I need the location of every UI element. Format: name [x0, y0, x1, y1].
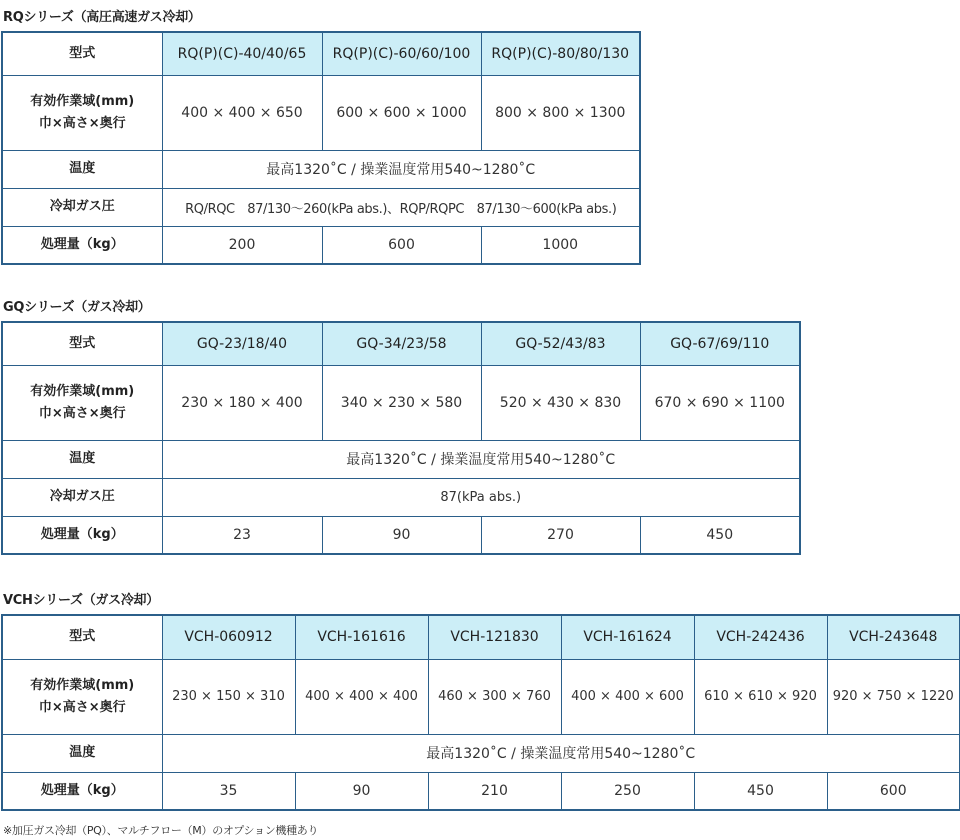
- gq-temp-value: 最高1320˚C / 操業温度常用540~1280˚C: [162, 440, 800, 478]
- gq-area-row: [2, 365, 800, 440]
- rq-model-row: [2, 32, 640, 75]
- vch-temp-value: 最高1320˚C / 操業温度常用540~1280˚C: [162, 734, 960, 772]
- rq-capacity-cell: 1000: [481, 226, 640, 264]
- vch-model-cell: VCH-161624: [561, 615, 694, 659]
- gq-model-cell: GQ-34/23/58: [322, 322, 481, 365]
- vch-model-row: [2, 615, 960, 659]
- vch-model-header: 型式: [2, 615, 162, 659]
- vch-temp-header: 温度: [2, 734, 162, 772]
- gq-capacity-cell: 450: [640, 516, 800, 554]
- rq-area-header-line2: 巾×高さ×奥行: [38, 115, 126, 131]
- vch-model-cell: VCH-060912: [162, 615, 295, 659]
- vch-area-cell: 400 × 400 × 400: [295, 659, 428, 734]
- vch-temp-row: [2, 734, 960, 772]
- gq-area-cell: 520 × 430 × 830: [481, 365, 640, 440]
- rq-capacity-cell: 600: [322, 226, 481, 264]
- gq-gas-row: [2, 478, 800, 516]
- rq-capacity-cell: 200: [162, 226, 322, 264]
- gq-spec-table: [1, 321, 801, 555]
- vch-area-cell: 230 × 150 × 310: [162, 659, 295, 734]
- gq-area-cell: 340 × 230 × 580: [322, 365, 481, 440]
- gq-capacity-cell: 23: [162, 516, 322, 554]
- vch-model-cell: VCH-242436: [694, 615, 827, 659]
- gq-capacity-cell: 90: [322, 516, 481, 554]
- rq-temp-value: 最高1320˚C / 操業温度常用540~1280˚C: [162, 150, 640, 188]
- footnote: ※加圧ガス冷却（PQ）、マルチフロー（M）のオプション機種あり: [3, 824, 319, 837]
- gq-temp-row: [2, 440, 800, 478]
- gq-model-cell: GQ-52/43/83: [481, 322, 640, 365]
- gq-model-row: [2, 322, 800, 365]
- gq-area-cell: 230 × 180 × 400: [162, 365, 322, 440]
- gq-area-cell: 670 × 690 × 1100: [640, 365, 800, 440]
- gq-model-cell: GQ-67/69/110: [640, 322, 800, 365]
- rq-spec-table: [1, 31, 641, 265]
- rq-gas-header: 冷却ガス圧: [2, 188, 162, 226]
- gq-gas-value: 87(kPa abs.): [162, 478, 800, 516]
- rq-capacity-header: 処理量（kg）: [2, 226, 162, 264]
- gq-gas-header: 冷却ガス圧: [2, 478, 162, 516]
- gq-area-header: [2, 365, 162, 440]
- vch-spec-table: [1, 614, 960, 811]
- vch-area-row: [2, 659, 960, 734]
- gq-model-cell: GQ-23/18/40: [162, 322, 322, 365]
- vch-model-cell: VCH-243648: [827, 615, 960, 659]
- rq-model-cell: RQ(P)(C)-60/60/100: [322, 32, 481, 75]
- vch-area-cell: 460 × 300 × 760: [428, 659, 561, 734]
- rq-area-header: [2, 75, 162, 150]
- vch-area-cell: 610 × 610 × 920: [694, 659, 827, 734]
- vch-capacity-cell: 35: [162, 772, 295, 810]
- rq-model-cell: RQ(P)(C)-80/80/130: [481, 32, 640, 75]
- rq-model-cell: RQ(P)(C)-40/40/65: [162, 32, 322, 75]
- rq-area-cell: 400 × 400 × 650: [162, 75, 322, 150]
- vch-capacity-row: [2, 772, 960, 810]
- vch-capacity-cell: 210: [428, 772, 561, 810]
- vch-area-cell: 920 × 750 × 1220: [827, 659, 960, 734]
- rq-area-cell: 600 × 600 × 1000: [322, 75, 481, 150]
- vch-model-cell: VCH-121830: [428, 615, 561, 659]
- vch-model-cell: VCH-161616: [295, 615, 428, 659]
- gq-model-header: 型式: [2, 322, 162, 365]
- vch-area-header-line2: 巾×高さ×奥行: [38, 699, 126, 715]
- gq-temp-header: 温度: [2, 440, 162, 478]
- vch-capacity-cell: 450: [694, 772, 827, 810]
- rq-temp-row: [2, 150, 640, 188]
- rq-gas-row: [2, 188, 640, 226]
- vch-area-header-line1: 有効作業域(mm): [30, 677, 135, 693]
- gq-capacity-cell: 270: [481, 516, 640, 554]
- vch-section-title: VCHシリーズ（ガス冷却）: [3, 593, 159, 608]
- gq-area-header-line2: 巾×高さ×奥行: [38, 405, 126, 421]
- vch-capacity-cell: 250: [561, 772, 694, 810]
- rq-temp-header: 温度: [2, 150, 162, 188]
- vch-capacity-cell: 600: [827, 772, 960, 810]
- gq-capacity-header: 処理量（kg）: [2, 516, 162, 554]
- rq-section-title: RQシリーズ（高圧高速ガス冷却）: [3, 10, 201, 25]
- rq-capacity-row: [2, 226, 640, 264]
- rq-area-cell: 800 × 800 × 1300: [481, 75, 640, 150]
- rq-gas-value: RQ/RQC 87/130〜260(kPa abs.)、RQP/RQPC 87/130〜600(kPa abs.): [162, 188, 640, 226]
- gq-section-title: GQシリーズ（ガス冷却）: [3, 300, 151, 315]
- rq-area-row: [2, 75, 640, 150]
- vch-capacity-cell: 90: [295, 772, 428, 810]
- rq-model-header: 型式: [2, 32, 162, 75]
- gq-capacity-row: [2, 516, 800, 554]
- rq-area-header-line1: 有効作業域(mm): [30, 93, 135, 109]
- vch-area-cell: 400 × 400 × 600: [561, 659, 694, 734]
- vch-capacity-header: 処理量（kg）: [2, 772, 162, 810]
- vch-area-header: [2, 659, 162, 734]
- gq-area-header-line1: 有効作業域(mm): [30, 383, 135, 399]
